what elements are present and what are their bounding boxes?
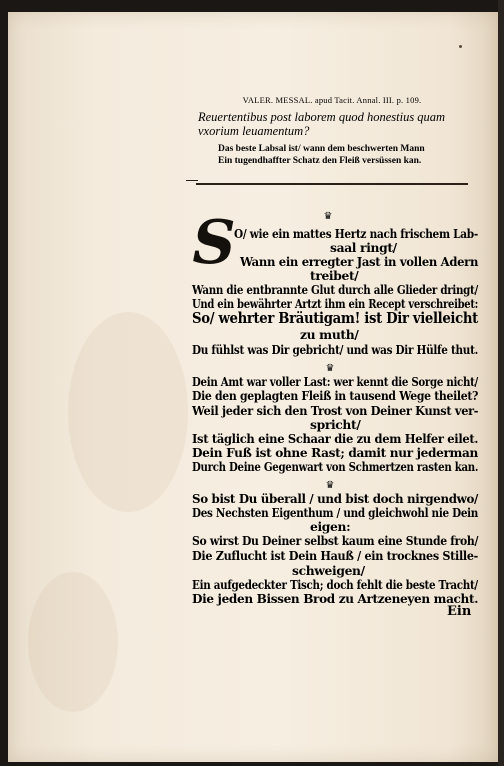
poem-line: Dein Amt war voller Last: wer kennt die Sorge nicht/: [192, 374, 478, 389]
crown-ornament-icon: ♛: [325, 363, 335, 374]
binding-edge: [498, 0, 504, 766]
poem-line: Wann ein erregter Jast in vollen Adern: [240, 254, 479, 269]
poem-line: eigen:: [310, 519, 351, 534]
divider-rule: [196, 183, 468, 185]
poem-line: So/ wehrter Bräutigam! ist Dir vielleicht: [192, 309, 478, 327]
poem-line: Des Nechsten Eigenthum / und gleichwohl nie Dein: [192, 505, 479, 520]
poem-line: schweigen/: [292, 563, 365, 578]
paper-stain: [28, 572, 118, 712]
paper-stain: [68, 312, 188, 512]
crown-ornament-icon: ♛: [323, 211, 333, 222]
poem-line: Die Zuflucht ist Dein Hauß / ein trocknes Stille-: [192, 548, 478, 563]
poem-line: zu muth/: [300, 327, 359, 342]
poem-line: Durch Deine Gegenwart von Schmertzen rasten kan.: [192, 459, 479, 474]
poem-line: Du fühlst was Dir gebricht/ und was Dir Hülfe thut.: [192, 342, 478, 357]
poem-line: Und ein bewährter Artzt ihm ein Recept verschreibet:: [192, 296, 479, 311]
poem-line: Dein Fuß ist ohne Rast; damit nur jederman: [192, 445, 478, 460]
poem-line: Weil jeder sich den Trost von Deiner Kunst ver-: [192, 403, 479, 418]
crown-ornament-icon: ♛: [325, 480, 335, 491]
poem-line: saal ringt/: [330, 240, 397, 255]
epigraph: [196, 95, 476, 167]
poem-line: treibet/: [310, 268, 359, 283]
poem-line: So bist Du überall / und bist doch nirgendwo/: [192, 491, 479, 506]
drop-cap: S: [192, 208, 236, 278]
poem-line: Die den geplagten Fleiß in tausend Wege theilet?: [192, 388, 479, 403]
poem-line: Die jeden Bissen Brod zu Artzeneyen macht.: [192, 591, 479, 606]
poem-line: spricht/: [310, 417, 361, 432]
pin-hole: [459, 45, 462, 48]
poem-line: O/ wie ein mattes Hertz nach frischem Lab-: [234, 226, 478, 241]
epigraph-latin-quote: Reuertentibus post laborem quod honestius quam vxorium leuamentum?: [198, 110, 446, 138]
poem-line: Wann die entbrannte Glut durch alle Glieder dringt/: [192, 282, 478, 297]
poem-line: Ist täglich eine Schaar die zu dem Helfer eilet.: [192, 431, 479, 446]
poem-line: Ein aufgedeckter Tisch; doch fehlt die beste Tracht/: [192, 577, 478, 592]
epigraph-german-line-1: Das beste Labsal ist/ wann dem beschwerten Mann: [218, 144, 425, 154]
divider-rule-stub: [186, 180, 198, 181]
epigraph-german-line-2: Ein tugendhaffter Schatz den Fleiß versüssen kan.: [218, 156, 422, 166]
poem-line: So wirst Du Deiner selbst kaum eine Stunde froh/: [192, 533, 479, 548]
catchword: Ein: [447, 604, 472, 619]
epigraph-source: VALER. MESSAL. apud Tacit. Annal. III. p. 109.: [242, 95, 422, 105]
